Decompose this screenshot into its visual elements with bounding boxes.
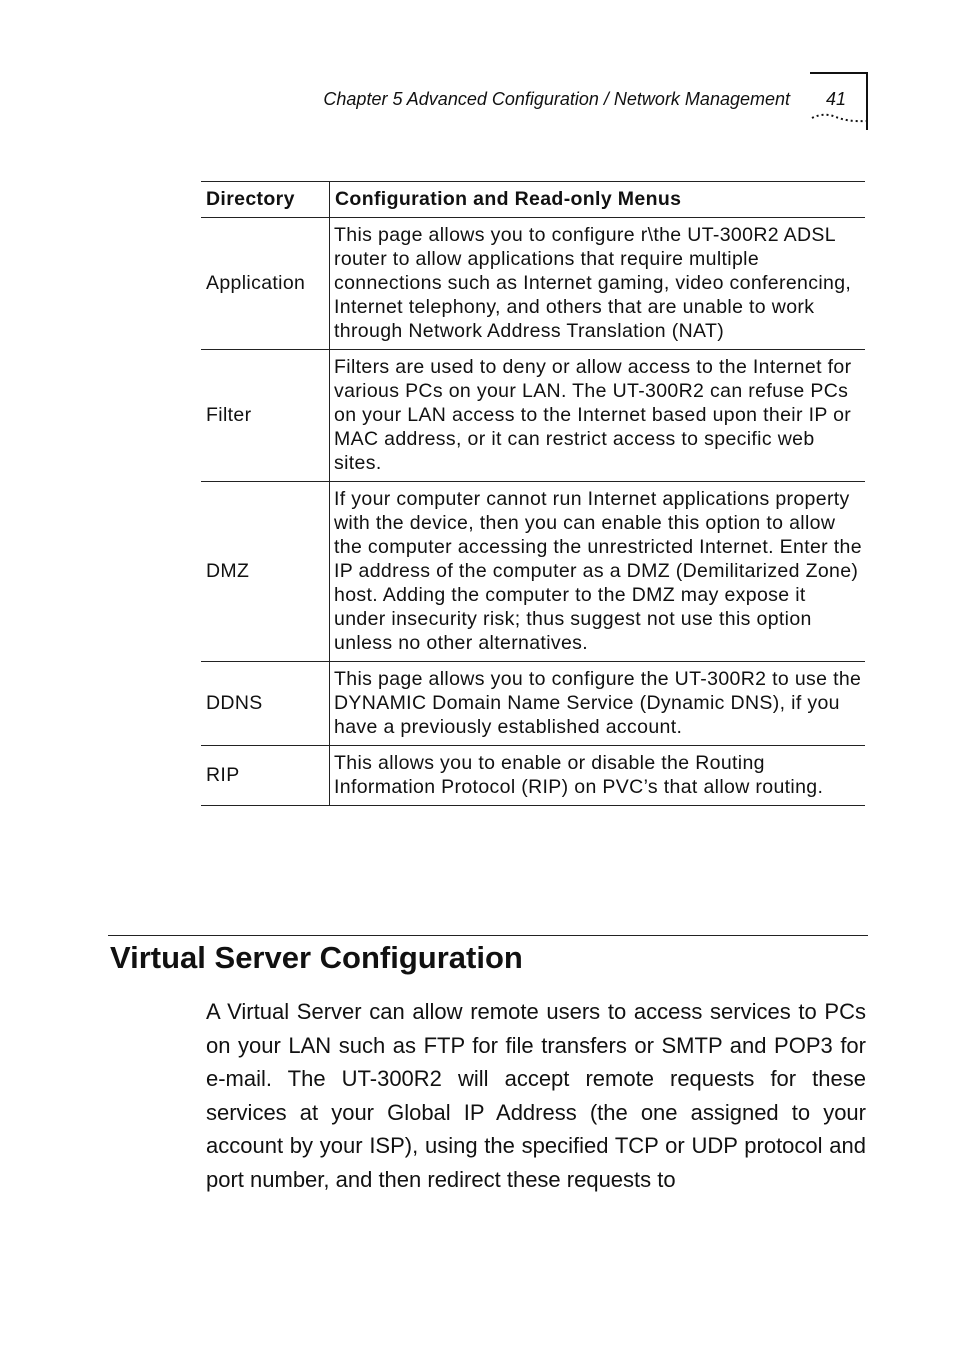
table-row (201, 662, 865, 746)
table-header-row (201, 182, 865, 218)
section-title: Virtual Server Configuration (110, 940, 523, 975)
section-divider (108, 935, 868, 936)
table-cell-description: Filters are used to deny or allow access to the Internet for various PCs on your LAN. The UT-300R2 can refuse PCs on your LAN access to the Internet based upon their IP or MAC address, or it can restrict access to specific web sites. (330, 350, 866, 482)
table-cell-description: This page allows you to configure r\the UT-300R2 ADSL router to allow applications that require multiple connections such as Internet gaming, video conferencing, Internet telephony, and others that are unable to work through Network Address Translation (NAT) (330, 218, 866, 350)
dotted-curve-icon (810, 108, 868, 124)
body-paragraph: A Virtual Server can allow remote users to access services to PCs on your LAN such as FTP for file transfers or SMTP and POP3 for e-mail. The UT-300R2 will accept remote requests for these services at your Global IP Address (the one assigned to your account by your ISP), using the specified TCP or UDP protocol and port number, and then redirect these requests to (206, 999, 866, 1192)
column-header-directory: Directory (201, 182, 330, 218)
table-row (201, 482, 865, 662)
table-row (201, 350, 865, 482)
table-cell-directory: RIP (201, 746, 330, 806)
running-header: Chapter 5 Advanced Configuration / Network Management (323, 89, 790, 109)
directory-table (201, 181, 865, 806)
page-corner-ornament (810, 72, 868, 130)
table-cell-directory: Application (201, 218, 330, 350)
table-cell-description: This allows you to enable or disable the Routing Information Protocol (RIP) on PVC’s that allow routing. (330, 746, 866, 806)
table-cell-directory: DMZ (201, 482, 330, 662)
table-cell-description: This page allows you to configure the UT-300R2 to use the DYNAMIC Domain Name Service (Dynamic DNS), if you have a previously established account. (330, 662, 866, 746)
table-cell-directory: Filter (201, 350, 330, 482)
table-cell-directory: DDNS (201, 662, 330, 746)
column-header-menus: Configuration and Read-only Menus (330, 182, 866, 218)
table-row (201, 746, 865, 806)
table-row (201, 218, 865, 350)
table-cell-description: If your computer cannot run Internet applications property with the device, then you can enable this option to allow the computer accessing the unrestricted Internet. Enter the IP address of the computer as a DMZ (Demilitarized Zone) host. Adding the computer to the DMZ may expose it under insecurity risk; thus suggest not use this option unless no other alternatives. (330, 482, 866, 662)
page-number: 41 (826, 89, 847, 109)
